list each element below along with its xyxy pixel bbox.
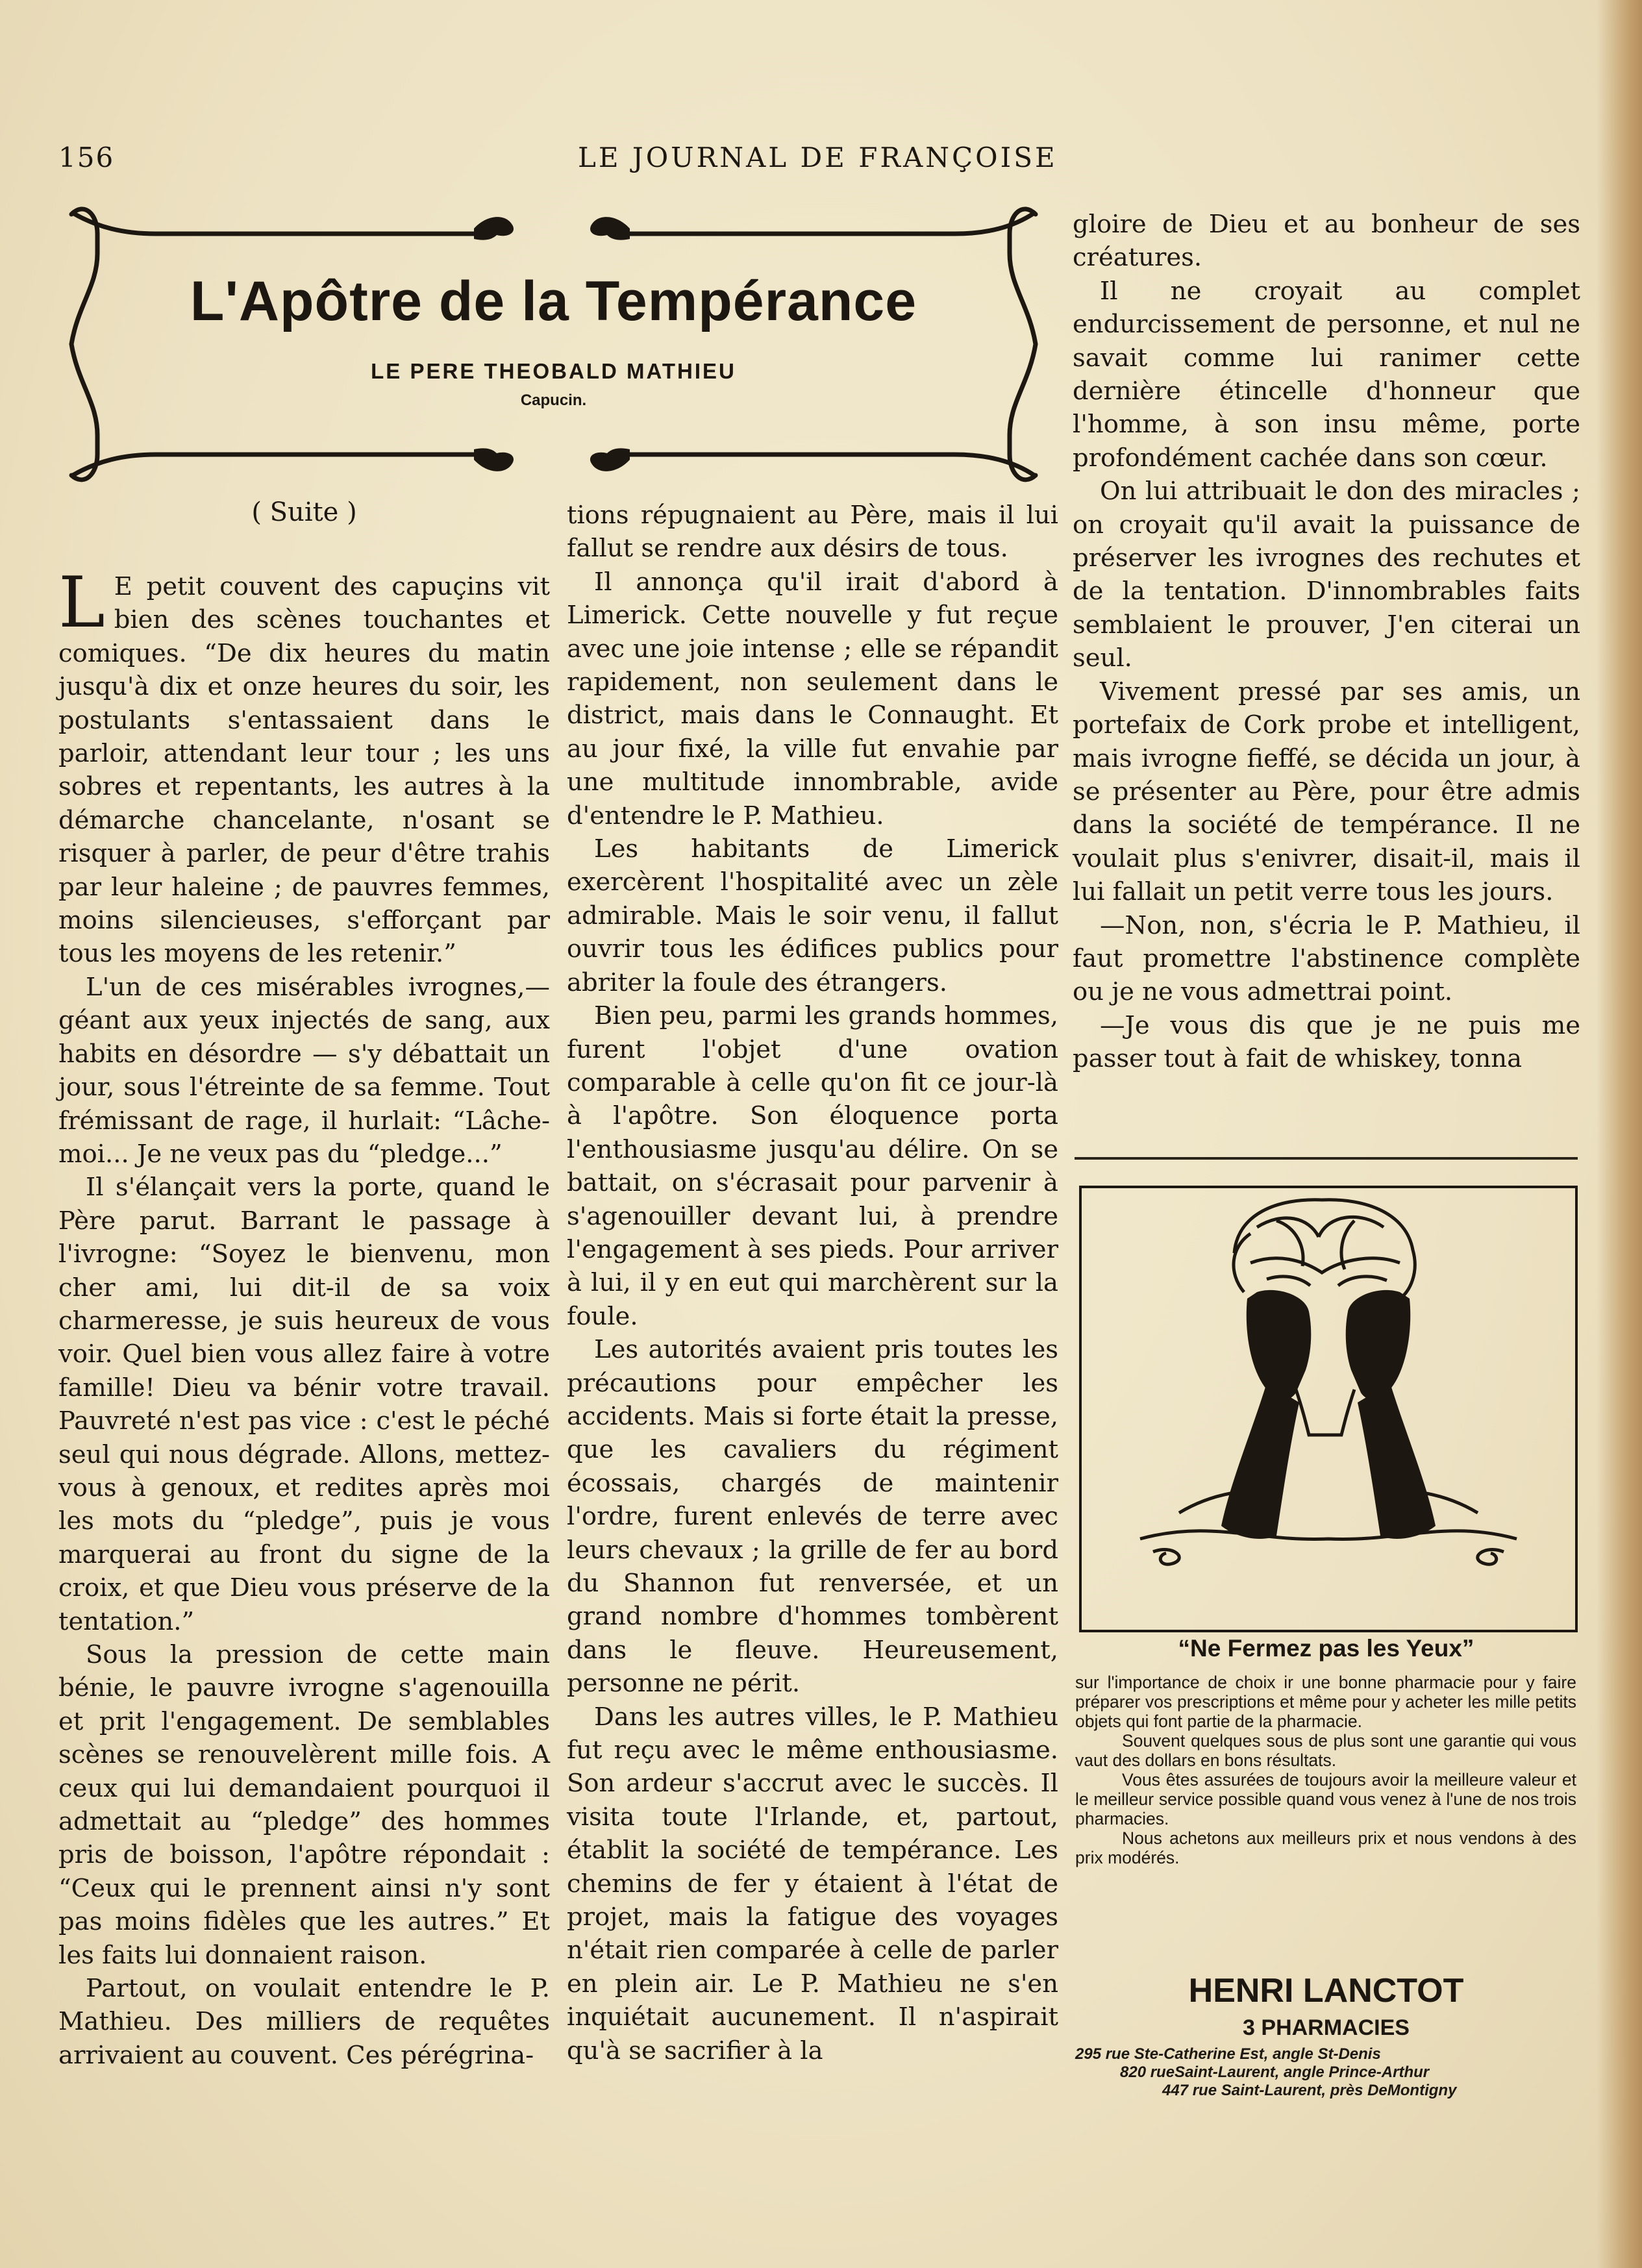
paragraph: Vous êtes assurées de toujours avoir la meilleure valeur et le meilleur service possible quand vous venez à l'une de nos trois pharmacies. — [1075, 1770, 1576, 1828]
address-line: 295 rue Ste-Catherine Est, angle St-Denis — [1075, 2045, 1381, 2063]
title-frame — [58, 195, 1049, 493]
advertisement-divider — [1075, 1157, 1578, 1160]
paragraph: Sous la pression de cette main bénie, le pauvre ivrogne s'agenouilla et prit l'engagement. De semblables scènes se renouvelèrent mille fois. A ceux qui lui demandaient pourquoi il admettait au “pledge” des hommes pris de boisson, l'apôtre répondait : “Ceux qui le prennent ainsi n'y sont pas moins fidèles que les autres.” Et les faits lui donnaient raison. — [58, 1640, 550, 1970]
paragraph: Bien peu, parmi les grands hommes, furent l'objet d'une ovation comparable à celle qu'on fit ce jour-là à l'apôtre. Son éloquence porta l'enthousiasme jusqu'au délire. On se battait, on s'écrasait pour parvenir à s'agenouiller devant lui, à prendre l'engagement à ses pieds. Pour arriver à lui, il y en eut qui marchèrent sur la foule. — [567, 1001, 1058, 1331]
paragraph: Il s'élançait vers la porte, quand le Père parut. Barrant le passage à l'ivrogne: “Soyez le bienvenu, mon cher ami, lui dit-il de sa voix charmeresse, je suis heureux de vous voir. Quel bien vous allez faire à votre famille! Dieu va bénir votre travail. Pauvreté n'est pas vice : c'est le péché seul qui nous dégrade. Allons, mettez-vous à genoux, et redites après moi les mots du “pledge”, puis je vous marquerai au front du signe de la croix, et que Dieu vous préserve de la tentation.” — [58, 1173, 550, 1636]
article-title: L'Apôtre de la Tempérance — [190, 270, 917, 332]
page-number: 156 — [58, 142, 115, 173]
article-column-2 — [567, 499, 1058, 2067]
paragraph: Les habitants de Limerick exercèrent l'hospitalité avec un zèle admirable. Mais le soir venu, il fallut ouvrir tous les édifices publics pour abriter la foule des étrangers. — [567, 834, 1058, 997]
paragraph: Les autorités avaient pris toutes les précautions pour empêcher les accidents. Mais si forte était la presse, que les cavaliers du régiment écossais, chargés de maintenir l'ordre, furent enlevés de terre avec leurs chevaux ; la grille de fer au bord du Shannon fut renversée, et un grand nombre d'hommes tombèrent dans le fleuve. Heureusement, personne ne périt. — [567, 1335, 1058, 1699]
article-column-3 — [1073, 208, 1580, 1076]
drop-cap: L — [58, 562, 105, 643]
paragraph: L'un de ces misérables ivrognes,— géant aux yeux injectés de sang, aux habits en désordre — s'y débattait un jour, sous l'étreinte de sa femme. Tout frémissant de rage, il hurlait: “Lâche-moi... Je ne veux pas du “pledge...” — [58, 972, 550, 1169]
ornamental-frame-border — [58, 195, 1049, 493]
paragraph: Il annonça qu'il irait d'abord à Limerick. Cette nouvelle y fut reçue avec une joie intense ; elle se répandit rapidement, non seulement dans le district, mais dans le Connaught. Et au jour fixé, la ville fut envahie par une multitude innombrable, avide d'entendre le P. Mathieu. — [567, 567, 1058, 830]
article-author: LE PERE THEOBALD MATHIEU — [371, 359, 736, 383]
paragraph: L E petit couvent des capuçins vit bien des scènes touchantes et comiques. “De dix heures du matin jusqu'à dix et onze heures du soir, les postulants s'entassaient dans le parloir, attendant leur tour ; les uns sobres et repentants, les autres à la démarche chancelante, n'osant se risquer à parler, de peur d'être trahis par leur haleine ; de pauvres femmes, moins silencieuses, s'efforçant par tous les moyens de les retenir.” — [58, 562, 550, 969]
advertisement-caption: “Ne Fermez pas les Yeux” — [1178, 1635, 1474, 1662]
advertisement-text — [1075, 1673, 1576, 1867]
address-line: 820 rueSaint-Laurent, angle Prince-Arthur — [1120, 2063, 1430, 2081]
address-line: 447 rue Saint-Laurent, près DeMontigny — [1162, 2082, 1457, 2099]
suite-label: ( Suite ) — [251, 497, 357, 527]
paragraph: —Non, non, s'écria le P. Mathieu, il faut promettre l'abstinence complète ou je ne vous admettrai point. — [1073, 910, 1580, 1007]
paragraph: Partout, on voulait entendre le P. Mathieu. Des milliers de requêtes arrivaient au couvent. Ces pérégrina- — [58, 1974, 550, 2070]
paragraph: Dans les autres villes, le P. Mathieu fut reçu avec le même enthousiasme. Son ardeur s'accrut avec le succès. Il visita toute l'Irlande, et, partout, établit la société de tempérance. Les chemins de fer y étaient à l'état de projet, mais la fatigue des voyages n'était rien comparée à celle de parler en plein air. Le P. Mathieu ne s'en inquiétait aucunement. Il n'aspirait qu'à se sacrifier à la — [567, 1702, 1058, 2065]
paragraph: —Je vous dis que je ne puis me passer tout à fait de whiskey, tonna — [1073, 1010, 1580, 1074]
paragraph: Nous achetons aux meilleurs prix et nous vendons à des prix modérés. — [1075, 1828, 1576, 1867]
paragraph: On lui attribuait le don des miracles ; on croyait qu'il avait la puissance de préserver les ivrognes des rechutes et de la tentation. D'innombrables faits semblaient le prouver, J'en citerai un seul. — [1073, 477, 1580, 673]
paragraph: Vivement pressé par ses amis, un portefaix de Cork probe et intelligent, mais ivrogne fieffé, se décida un jour, à se présenter au Père, pour être admis dans la société de tempérance. Il ne voulait plus s'enivrer, disait-il, mais il lui fallait un petit verre tous les jours. — [1073, 677, 1580, 907]
article-column-1 — [58, 562, 550, 2072]
paragraph: gloire de Dieu et au bonheur de ses créatures. — [1073, 210, 1580, 273]
advertiser-name: HENRI LANCTOT — [1188, 1972, 1464, 2010]
paragraph: Souvent quelques sous de plus sont une garantie qui vous vaut des dollars en bons résultats. — [1075, 1731, 1576, 1770]
pharmacy-count: 3 PHARMACIES — [1243, 2015, 1410, 2040]
advertisement-illustration-frame — [1079, 1186, 1578, 1632]
journal-title: LE JOURNAL DE FRANÇOISE — [578, 142, 1058, 173]
paragraph: sur l'importance de choix ir une bonne pharmacie pour y faire préparer vos prescriptions et même pour y acheter les mille petits objets qui font partie de la pharmacie. — [1075, 1673, 1576, 1731]
woman-covering-eyes-illustration — [1082, 1188, 1575, 1630]
article-author-order: Capucin. — [520, 392, 587, 409]
page-edge-shadow — [1597, 0, 1642, 2268]
paragraph: Il ne croyait au complet endurcissement de personne, et nul ne savait comme lui ranimer cette dernière étincelle d'honneur que l'homme, à son insu même, porte profondément cachée dans son cœur. — [1073, 276, 1580, 473]
paragraph: tions répugnaient au Père, mais il lui fallut se rendre aux désirs de tous. — [567, 501, 1058, 564]
